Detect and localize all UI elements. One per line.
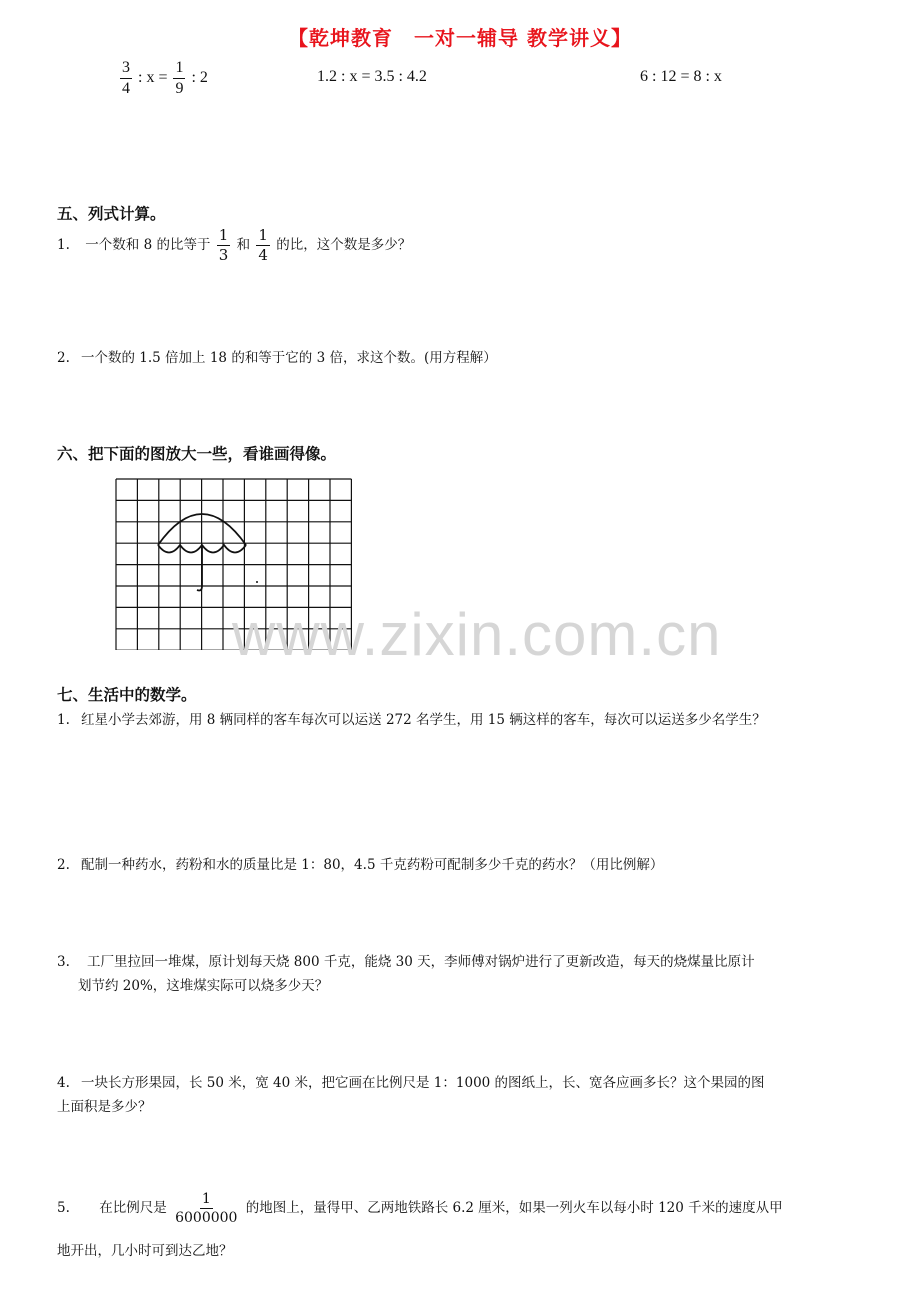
question-5-2 [57,346,497,366]
denominator: 9 [175,80,184,97]
numerator: 1 [218,226,229,244]
denominator: 6000000 [175,1210,238,1226]
page-header: 【乾坤教育 一对一辅导 教学讲义】 [288,26,632,50]
question-text: 在比例尺是 [99,1200,167,1216]
fraction [173,1192,239,1225]
question-7-4-line2: 上面积是多少？ [57,1099,152,1115]
equation-mid: : x = [138,69,168,87]
numerator: 1 [173,60,185,79]
question-text: 的地图上，量得甲、乙两地铁路长 6.2 厘米，如果一列火车以每小时 120 千米的速度从甲 [245,1200,783,1216]
question-text: 一块长方形果园，长 50 米，宽 40 米，把它画在比例尺是 1：1000 的图纸上，长、宽各应画多长？这个果园的图 [81,1075,765,1091]
fraction [173,60,185,97]
denominator: 4 [122,80,130,97]
question-number: 1. [57,237,70,253]
section-7-title: 七、生活中的数学。 [57,686,197,704]
fraction [217,228,231,263]
question-text: 配制一种药水，药粉和水的质量比是 1：80，4.5 千克药粉可配制多少千克的药水？（用比例解） [81,857,664,873]
watermark-text: www.zixin.com.cn [232,601,722,668]
denominator: 3 [218,246,229,264]
question-number: 1. [57,712,70,728]
fraction [120,60,132,97]
fraction [256,228,270,263]
question-text: 工厂里拉回一堆煤，原计划每天烧 800 千克，能烧 30 天，李师傅对锅炉进行了更新改造，每天的烧煤量比原计 [87,954,755,970]
section-5-title: 五、列式计算。 [57,205,166,223]
numerator: 1 [258,226,268,244]
question-7-5-line2: 地开出，几小时可到达乙地？ [57,1243,233,1259]
question-text: 一个数的 1.5 倍加上 18 的和等于它的 3 倍，求这个数。(用方程解） [81,350,497,366]
question-7-2 [57,853,663,873]
numerator: 3 [120,60,132,79]
numerator: 1 [201,1191,211,1207]
question-number: 4. [57,1075,70,1091]
denominator: 4 [258,246,268,264]
question-text: 的比，这个数是多少？ [276,237,412,253]
equation-3: 6 : 12 = 8 : x [640,68,722,85]
question-7-1 [57,708,766,728]
question-5-1 [57,228,411,263]
equation-1 [118,60,208,97]
equation-tail: : 2 [191,69,208,87]
question-text: 红星小学去郊游，用 8 辆同样的客车每次可以运送 272 名学生，用 15 辆这样的客车，每次可以运送多少名学生？ [81,712,766,728]
question-number: 3. [57,954,70,970]
question-7-3 [57,950,755,970]
question-number: 5. [57,1200,70,1216]
question-7-5 [57,1192,783,1225]
question-7-4 [57,1071,765,1091]
question-number: 2. [57,857,70,873]
question-text: 和 [236,237,251,253]
question-text: 一个数和 8 的比等于 [85,237,211,253]
equation-2: 1.2 : x = 3.5 : 4.2 [317,68,427,85]
section-6-title: 六、把下面的图放大一些，看谁画得像。 [57,445,337,463]
question-7-3-line2: 划节约 20%，这堆煤实际可以烧多少天？ [78,978,329,994]
question-number: 2. [57,350,70,366]
